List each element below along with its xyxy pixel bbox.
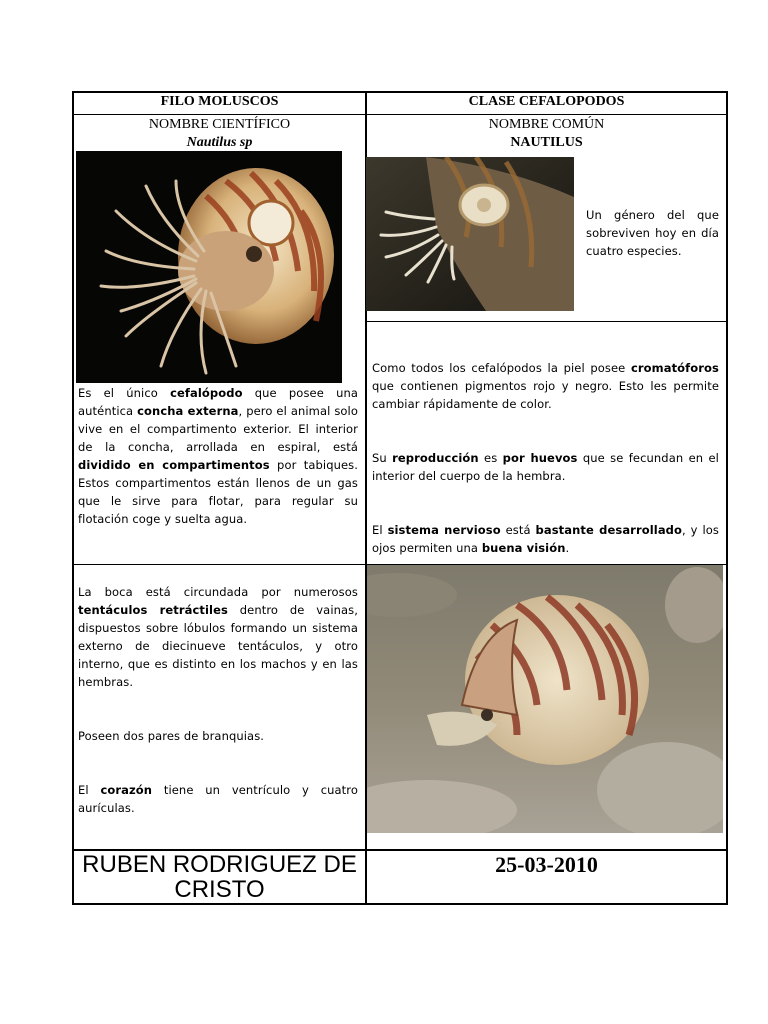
text-run: es: [478, 451, 503, 465]
text-run: La boca está circundada por numerosos: [78, 585, 358, 599]
row-divider: [72, 114, 727, 115]
text-run: El: [372, 523, 388, 537]
nautilus-aquarium-photo-art: [367, 565, 723, 833]
text-run: que contienen pigmentos rojo y negro. Esto les permite cambiar rápidamente de color.: [372, 379, 719, 411]
text-run: dentro de vainas, dispuestos sobre lóbulos formando un sistema externo de diecinueve tentáculos, y otro interno, que es distinto en los machos y en las hembras.: [78, 603, 358, 689]
report-date: 25-03-2010: [495, 852, 598, 877]
scientific-name-value: Nautilus sp: [186, 135, 253, 150]
bold-term: tentáculos retráctiles: [78, 603, 228, 617]
gills-paragraph: [78, 727, 358, 745]
bold-term: buena visión: [481, 541, 566, 555]
reproduction-paragraph: [372, 449, 719, 485]
scientific-name-cell: [74, 116, 365, 152]
text-run: que posee una auténtica: [78, 386, 358, 418]
author-name: RUBEN RODRIGUEZ DE CRISTO: [82, 851, 357, 903]
common-name-cell: [367, 116, 726, 152]
common-name-label: NOMBRE COMÚN: [488, 117, 605, 132]
nautilus-photo-art: [76, 151, 342, 383]
text-run: por tabiques. Estos compartimentos están llenos de un gas que le sirve para flotar, para regular su flotación coge y suelta agua.: [78, 458, 359, 526]
nautilus-photo: [76, 151, 342, 383]
phylum-header: FILO MOLUSCOS: [160, 94, 279, 109]
bold-term: concha externa: [137, 404, 239, 418]
bold-term: cefalópodo: [170, 386, 243, 400]
bold-term: dividido en compartimentos: [78, 458, 270, 472]
text-run: tiene un ventrículo y cuatro aurículas.: [78, 783, 358, 815]
bold-term: sistema nervioso: [387, 523, 501, 537]
bold-term: bastante desarrollado: [535, 523, 683, 537]
skin-paragraph: [372, 359, 719, 413]
row-divider: [366, 321, 727, 322]
nautilus-aquarium-photo: [367, 565, 723, 833]
table-border-left: [72, 91, 74, 905]
text-run: , y los ojos permiten una: [372, 523, 719, 555]
nautilus-eye-photo: [366, 157, 574, 311]
shell-description: [78, 384, 358, 528]
bold-term: corazón: [100, 783, 153, 797]
tentacles-paragraph: [78, 583, 358, 691]
scientific-name-label: NOMBRE CIENTÍFICO: [148, 117, 291, 132]
text-run: Es el único: [78, 386, 171, 400]
text-run: .: [565, 541, 570, 555]
text-run: , pero el animal solo vive en el compartimento exterior. El interior de la concha, arrollada en espiral, está: [78, 404, 358, 454]
bold-term: reproducción: [392, 451, 479, 465]
biology-facts: [372, 359, 719, 557]
table-border-bottom: [72, 903, 727, 905]
heart-paragraph: [78, 781, 358, 817]
bold-term: cromatóforos: [630, 361, 719, 375]
text-run: Poseen dos pares de branquias.: [78, 729, 265, 743]
text-run: está: [500, 523, 536, 537]
table-border-top: [72, 91, 727, 93]
nautilus-eye-photo-art: [366, 157, 574, 311]
table-border-right: [726, 91, 728, 905]
text-run: Como todos los cefalópodos la piel posee: [372, 361, 631, 375]
anatomy-facts: [78, 583, 358, 817]
nervous-system-paragraph: [372, 521, 719, 557]
bold-term: por huevos: [502, 451, 578, 465]
shell-paragraph: [78, 384, 358, 528]
text-run: Su: [372, 451, 393, 465]
text-run: que se fecundan en el interior del cuerpo de la hembra.: [372, 451, 719, 483]
common-name-value: NAUTILUS: [510, 135, 583, 150]
text-run: El: [78, 783, 101, 797]
genus-note: Un género del que sobreviven hoy en día cuatro especies.: [586, 208, 719, 258]
class-header: CLASE CEFALOPODOS: [468, 94, 625, 109]
